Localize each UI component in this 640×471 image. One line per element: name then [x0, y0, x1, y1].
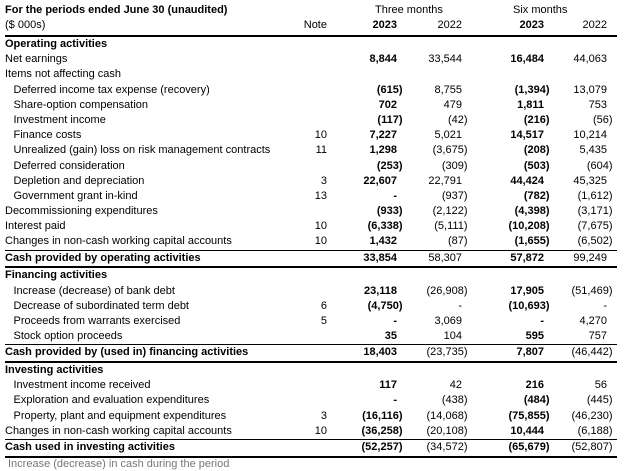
- value-cell: (34,572): [426, 440, 468, 453]
- row-note: 10: [314, 220, 327, 233]
- value-cell: [407, 268, 472, 283]
- row-label: Changes in non-cash working capital accounts: [5, 424, 232, 437]
- value-cell: [472, 268, 554, 283]
- year-header-2022-six-months: 2022: [582, 19, 607, 31]
- table-row: [5, 329, 617, 344]
- value-cell: (438): [441, 394, 468, 407]
- value-cell: (36,258): [361, 424, 403, 437]
- value-cell: (6,338): [367, 220, 403, 233]
- value-cell: 8,755: [434, 83, 462, 96]
- value-cell: 14,517: [510, 129, 544, 142]
- value-cell: 45,325: [573, 174, 607, 187]
- header-row-years: [5, 18, 617, 33]
- value-cell: 117: [379, 379, 397, 392]
- value-cell: 10,214: [573, 129, 607, 142]
- table-row: [5, 344, 617, 363]
- table-row: [5, 113, 617, 128]
- row-label: Depletion and depreciation: [13, 174, 145, 187]
- value-cell: (42): [447, 113, 468, 126]
- row-note: [295, 440, 333, 456]
- table-row: [5, 393, 617, 408]
- row-label: Net earnings: [5, 53, 68, 66]
- note-column-header: Note: [303, 19, 327, 31]
- table-row: [5, 363, 617, 378]
- row-note: [295, 378, 333, 393]
- table-row: [5, 37, 617, 52]
- value-cell: 33,544: [428, 53, 462, 66]
- row-note: [295, 204, 333, 219]
- row-note: 5: [320, 314, 327, 327]
- value-cell: (5,111): [434, 220, 468, 233]
- value-cell: 1,432: [369, 235, 397, 248]
- row-label: Share-option compensation: [13, 98, 149, 111]
- value-cell: -: [393, 394, 397, 407]
- value-cell: [472, 67, 554, 82]
- value-cell: (216): [523, 113, 550, 126]
- table-row: [5, 234, 617, 249]
- units-label: ($ 000s): [5, 19, 46, 31]
- table-row: [5, 314, 617, 329]
- value-cell: 5,435: [579, 144, 607, 157]
- row-label: Investment income: [13, 113, 106, 126]
- value-cell: (604): [586, 159, 613, 172]
- value-cell: (4,398): [514, 205, 550, 218]
- period-group-six-months: Six months: [513, 4, 568, 16]
- table-row: [5, 250, 617, 269]
- value-cell: 757: [588, 330, 607, 343]
- row-label: Cash provided by operating activities: [5, 251, 201, 264]
- row-label: Increase (decrease) of bank debt: [13, 284, 175, 297]
- table-header: [5, 3, 617, 37]
- header-row-periods: [5, 3, 617, 18]
- value-cell: (2,122): [432, 205, 468, 218]
- row-note: 10: [314, 424, 327, 437]
- row-note: 3: [320, 409, 327, 422]
- row-label: Unrealized (gain) loss on risk management contracts: [13, 144, 271, 157]
- value-cell: (56): [592, 113, 613, 126]
- row-note: [295, 393, 333, 408]
- value-cell: (445): [586, 394, 613, 407]
- table-row: [5, 284, 617, 299]
- value-cell: [333, 37, 407, 52]
- statement-title: For the periods ended June 30 (unaudited): [5, 4, 228, 16]
- value-cell: (3,171): [577, 205, 613, 218]
- row-label: Proceeds from warrants exercised: [13, 314, 181, 327]
- row-note: [295, 113, 333, 128]
- value-cell: (46,442): [571, 346, 613, 359]
- table-row: [5, 268, 617, 283]
- table-row: [5, 128, 617, 143]
- row-label: Finance costs: [13, 129, 82, 142]
- table-row: [5, 378, 617, 393]
- section-label: Financing activities: [5, 269, 108, 282]
- table-row: [5, 159, 617, 174]
- value-cell: (52,257): [361, 440, 403, 453]
- value-cell: 44,063: [573, 53, 607, 66]
- value-cell: [333, 268, 407, 283]
- value-cell: (484): [523, 394, 550, 407]
- value-cell: 479: [443, 98, 462, 111]
- value-cell: (87): [447, 235, 468, 248]
- value-cell: -: [393, 189, 397, 202]
- section-label: Investing activities: [5, 363, 104, 376]
- value-cell: 4,270: [579, 314, 607, 327]
- value-cell: (4,750): [367, 299, 403, 312]
- value-cell: (23,735): [426, 346, 468, 359]
- value-cell: [554, 268, 617, 283]
- value-cell: 18,403: [363, 346, 397, 359]
- value-cell: (782): [523, 189, 550, 202]
- value-cell: -: [603, 299, 607, 312]
- note-header-spacer: [295, 3, 333, 18]
- value-cell: (16,116): [362, 409, 403, 422]
- value-cell: (937): [441, 189, 468, 202]
- row-label: Cash used in investing activities: [5, 440, 175, 453]
- value-cell: (51,469): [571, 284, 613, 297]
- value-cell: (14,068): [426, 409, 468, 422]
- section-label: Operating activities: [5, 38, 108, 50]
- table-row: [5, 204, 617, 219]
- table-row: [5, 409, 617, 424]
- table-row: [5, 143, 617, 158]
- row-label: Property, plant and equipment expenditures: [13, 409, 227, 422]
- value-cell: 56: [594, 379, 607, 392]
- value-cell: 10,444: [510, 424, 544, 437]
- value-cell: [333, 67, 407, 82]
- value-cell: (75,855): [508, 409, 550, 422]
- value-cell: -: [458, 299, 462, 312]
- value-cell: (615): [376, 83, 403, 96]
- value-cell: -: [393, 314, 397, 327]
- value-cell: 216: [525, 379, 544, 392]
- row-note: [295, 329, 333, 344]
- value-cell: 57,872: [510, 251, 544, 264]
- row-note: 13: [314, 189, 327, 202]
- value-cell: 595: [525, 330, 544, 343]
- value-cell: [407, 67, 472, 82]
- value-cell: (10,208): [508, 220, 550, 233]
- value-cell: 104: [443, 330, 462, 343]
- period-group-three-months: Three months: [375, 4, 443, 16]
- value-cell: 35: [384, 330, 397, 343]
- row-note: [295, 363, 333, 378]
- row-note: [295, 345, 333, 361]
- value-cell: (6,502): [577, 235, 613, 248]
- row-note: [295, 98, 333, 113]
- value-cell: 23,118: [363, 284, 397, 297]
- row-note: [295, 52, 333, 67]
- year-header-2023-six-months: 2023: [519, 19, 544, 31]
- value-cell: [333, 363, 407, 378]
- value-cell: [554, 363, 617, 378]
- row-label: Investment income received: [13, 379, 151, 392]
- table-row: [5, 67, 617, 82]
- value-cell: (6,188): [577, 424, 613, 437]
- value-cell: 13,079: [573, 83, 607, 96]
- clipped-bottom-row: Increase (decrease) in cash during the period: [8, 457, 230, 470]
- cash-flow-statement: [5, 0, 617, 470]
- value-cell: 16,484: [510, 53, 544, 66]
- value-cell: (1,394): [514, 83, 550, 96]
- row-note: 3: [320, 174, 327, 187]
- row-label: Decrease of subordinated term debt: [13, 299, 189, 312]
- value-cell: (117): [377, 113, 403, 126]
- row-note: [295, 67, 333, 82]
- row-label: Exploration and evaluation expenditures: [13, 394, 210, 407]
- value-cell: (1,612): [577, 189, 613, 202]
- value-cell: (3,675): [432, 144, 468, 157]
- row-label: Deferred consideration: [13, 159, 125, 172]
- row-note: [295, 37, 333, 52]
- value-cell: 42: [449, 379, 462, 392]
- value-cell: 58,307: [428, 251, 462, 264]
- year-header-2023-three-months: 2023: [372, 19, 397, 31]
- value-cell: [472, 363, 554, 378]
- row-label: Stock option proceeds: [13, 330, 123, 343]
- value-cell: (933): [376, 205, 403, 218]
- row-label: Deferred income tax expense (recovery): [13, 83, 210, 96]
- value-cell: 5,021: [434, 129, 462, 142]
- value-cell: (20,108): [426, 424, 468, 437]
- value-cell: 3,069: [434, 314, 462, 327]
- value-cell: -: [540, 314, 544, 327]
- row-note: [295, 284, 333, 299]
- value-cell: 22,791: [428, 174, 462, 187]
- table-row: [5, 219, 617, 234]
- value-cell: 33,854: [363, 251, 397, 264]
- value-cell: (253): [376, 159, 403, 172]
- row-label: Cash provided by (used in) financing activities: [5, 346, 249, 359]
- row-note: 10: [314, 235, 327, 248]
- value-cell: 17,905: [510, 284, 544, 297]
- value-cell: (26,908): [426, 284, 468, 297]
- value-cell: 7,807: [516, 346, 544, 359]
- value-cell: 753: [588, 98, 607, 111]
- row-label: Government grant in-kind: [13, 189, 138, 202]
- row-note: [295, 268, 333, 283]
- value-cell: (1,655): [514, 235, 550, 248]
- value-cell: (7,675): [577, 220, 613, 233]
- row-note: [295, 159, 333, 174]
- value-cell: (52,807): [571, 440, 613, 453]
- value-cell: (10,693): [508, 299, 550, 312]
- row-label: Changes in non-cash working capital accounts: [5, 235, 232, 248]
- value-cell: [554, 37, 617, 52]
- value-cell: (65,679): [508, 440, 550, 453]
- value-cell: 22,607: [363, 174, 397, 187]
- row-note: [295, 251, 333, 267]
- table-row: [5, 98, 617, 113]
- table-row: [5, 424, 617, 439]
- row-note: 11: [315, 144, 327, 157]
- table-row: [5, 189, 617, 204]
- value-cell: (503): [523, 159, 550, 172]
- table-row: [5, 83, 617, 98]
- table-row: [5, 52, 617, 67]
- table-row: [5, 299, 617, 314]
- value-cell: [472, 37, 554, 52]
- row-label: Interest paid: [5, 220, 66, 233]
- row-note: 10: [314, 129, 327, 142]
- value-cell: [407, 363, 472, 378]
- value-cell: 1,811: [517, 98, 544, 111]
- row-note: [295, 83, 333, 98]
- value-cell: (46,230): [571, 409, 613, 422]
- value-cell: (309): [441, 159, 468, 172]
- year-header-2022-three-months: 2022: [437, 19, 462, 31]
- value-cell: 1,298: [369, 144, 397, 157]
- table-body: [5, 37, 617, 458]
- value-cell: (208): [523, 144, 550, 157]
- value-cell: [407, 37, 472, 52]
- value-cell: [554, 67, 617, 82]
- value-cell: 8,844: [369, 53, 397, 66]
- table-row: [5, 439, 617, 458]
- value-cell: 99,249: [573, 251, 607, 264]
- row-label: Items not affecting cash: [5, 68, 121, 81]
- value-cell: 44,424: [510, 174, 544, 187]
- table-row: [5, 174, 617, 189]
- row-note: 6: [320, 299, 327, 312]
- value-cell: 7,227: [369, 129, 397, 142]
- row-label: Decommissioning expenditures: [5, 205, 158, 218]
- value-cell: 702: [378, 98, 397, 111]
